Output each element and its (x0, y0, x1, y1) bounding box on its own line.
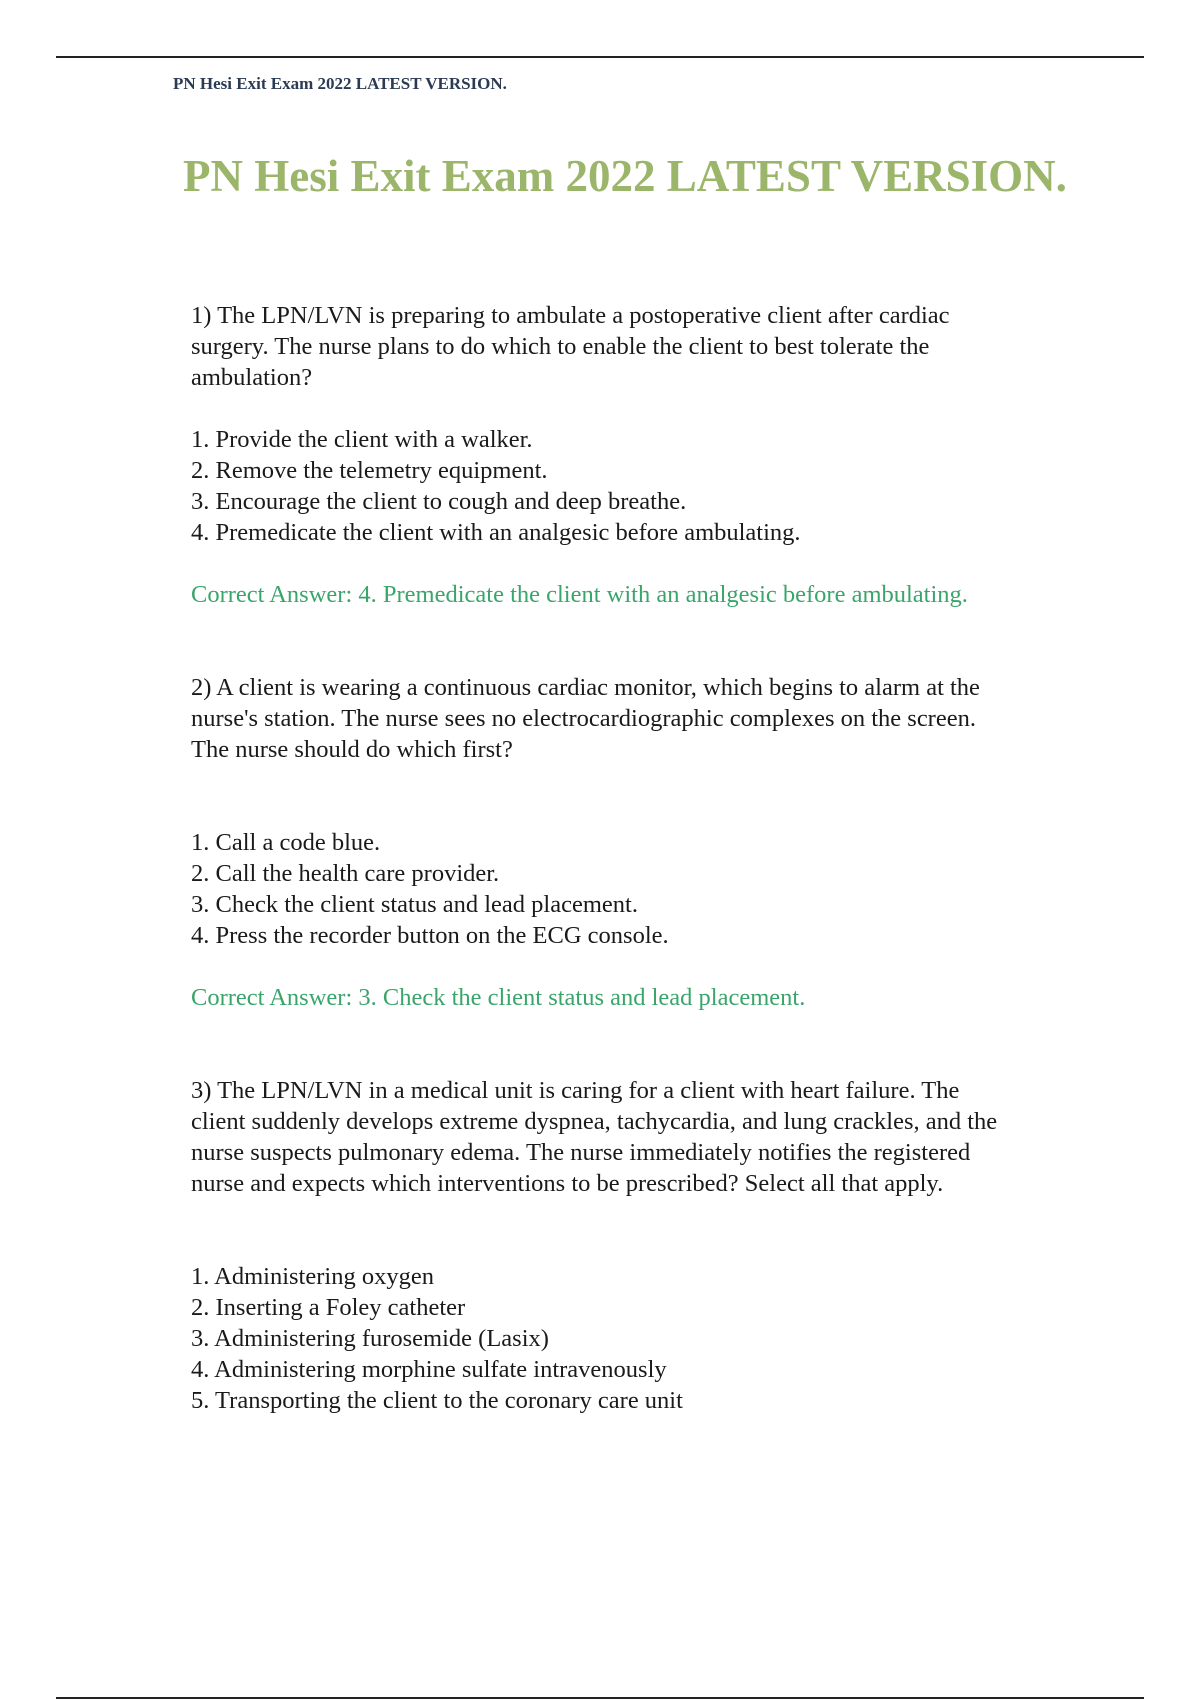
running-header: PN Hesi Exit Exam 2022 LATEST VERSION. (173, 74, 507, 93)
option-list (191, 1261, 1011, 1416)
option-item: 5. Transporting the client to the coronary care unit (191, 1387, 683, 1414)
option-item: 3. Administering furosemide (Lasix) (191, 1325, 549, 1352)
questions-container (191, 300, 1011, 1416)
option-item: 3. Encourage the client to cough and deep breathe. (191, 488, 687, 515)
question-text: 2) A client is wearing a continuous cardiac monitor, which begins to alarm at the nurse's station. The nurse sees no electrocardiographic complexes on the screen. The nurse should do which first? (191, 674, 980, 763)
question-block (191, 1075, 1011, 1416)
question-text: 3) The LPN/LVN in a medical unit is caring for a client with heart failure. The client suddenly develops extreme dyspnea, tachycardia, and lung crackles, and the nurse suspects pulmonary edema. The nurse immediately notifies the registered nurse and expects which interventions to be prescribed? Select all that apply. (191, 1077, 998, 1197)
option-item: 1. Administering oxygen (191, 1263, 434, 1290)
correct-answer: Correct Answer: 3. Check the client status and lead placement. (191, 984, 806, 1011)
option-item: 3. Check the client status and lead placement. (191, 891, 638, 918)
option-item: 1. Provide the client with a walker. (191, 426, 533, 453)
correct-answer: Correct Answer: 4. Premedicate the client with an analgesic before ambulating. (191, 581, 968, 608)
top-rule (56, 56, 1144, 58)
option-list (191, 424, 1011, 548)
question-block (191, 672, 1011, 1013)
option-item: 2. Remove the telemetry equipment. (191, 457, 548, 484)
option-item: 4. Press the recorder button on the ECG console. (191, 922, 669, 949)
document-title: PN Hesi Exit Exam 2022 LATEST VERSION. (183, 151, 1067, 201)
option-list (191, 827, 1011, 951)
option-item: 4. Premedicate the client with an analgesic before ambulating. (191, 519, 801, 546)
option-item: 4. Administering morphine sulfate intravenously (191, 1356, 667, 1383)
option-item: 1. Call a code blue. (191, 829, 381, 856)
option-item: 2. Call the health care provider. (191, 860, 500, 887)
question-block (191, 300, 1011, 610)
option-item: 2. Inserting a Foley catheter (191, 1294, 466, 1321)
question-text: 1) The LPN/LVN is preparing to ambulate a postoperative client after cardiac surgery. The nurse plans to do which to enable the client to best tolerate the ambulation? (191, 302, 950, 391)
bottom-rule (56, 1697, 1144, 1699)
